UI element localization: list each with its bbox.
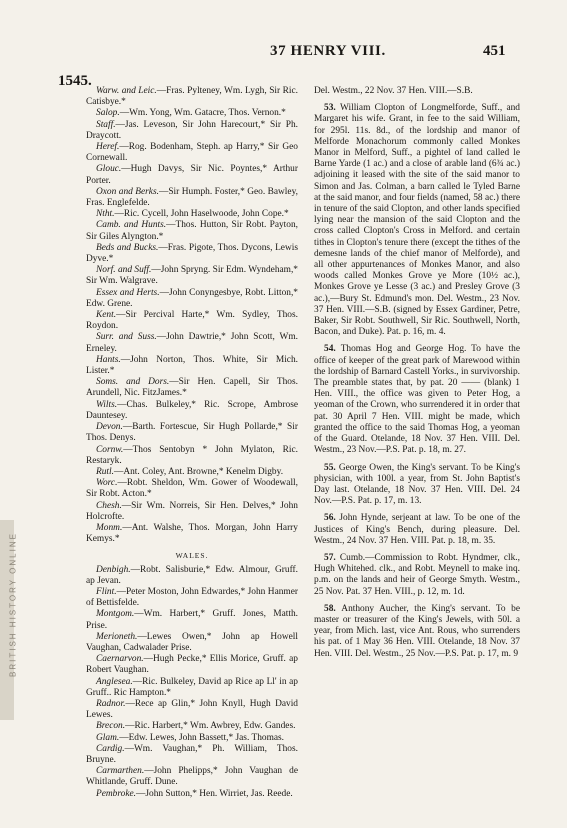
county-entry	[86, 400, 298, 422]
county-entry	[86, 677, 298, 699]
sheriff-names: —John Conyngesbye, Robt. Litton,* Edw. Grene.	[86, 287, 298, 309]
county-name: Glouc.	[96, 164, 122, 175]
county-name: Montgom.	[96, 609, 135, 620]
entry-number: 56.	[324, 513, 340, 524]
page-number: 451	[483, 43, 506, 59]
county-entry	[86, 422, 298, 444]
entry-number: 55.	[324, 462, 339, 473]
sheriff-names: —John Sutton,* Hen. Wirriet, Jas. Reede.	[136, 788, 293, 799]
sheriff-names: —Thos. Hutton, Sir Robt. Payton, Sir Giles Alyngton.*	[86, 220, 298, 242]
county-name: Chesh.	[96, 500, 122, 511]
county-name: Staff.	[96, 119, 116, 130]
entry-text: Thomas Hog and George Hog. To have the office of keeper of the great park of Marewood within the lordship of Barnard Castell Yorks., in survivorship. The preamble states that, by pat. 20 —— (blank) 1 Hen. VIII., the office was given to Peter Hog, a yeoman of the Crown, who surrendered it in order that pat. 30 April 7 Hen. VIII. might be made, which granted the office to the said Thomas Hog, a yeoman of the Guard. Otelande, 18 Nov. 37 Hen. VIII. Del. Westm., 23 Nov.—P.S. Pat. p. 18, m. 27.	[314, 344, 520, 456]
county-name: Ntht.	[96, 209, 115, 220]
county-name: Wilts.	[96, 399, 118, 410]
county-entry	[86, 355, 298, 377]
county-entry	[86, 609, 298, 631]
running-head	[0, 43, 567, 65]
sheriff-names: —Ric. Harbert,* Wm. Awbrey, Edw. Gandes.	[125, 721, 296, 732]
entry-text: William Clopton of Longmelforde, Suff., and Margaret his wife. Grant, in fee to the said William, for 295l. 11s. 8d., of the lordship and manor of Melforde Monachorum commonly called Monkes Manor in Melford, Suff., a pightel of land called le Barne Yarde (1 ac.) and a close of arable land (6¾ ac.) adjoining it leased with the site of the said manor to Simon and Jas. Colman, a barn called le Tyled Barne at the said manor, and four fields (named, 58 ac.) there in tenure of the said Clopton, and other lands specified lying near the mansion of the said Clopton and the cross called Clopton's Cross in Melford. and certain tithes in Clopton's tenure there (except the tithes of the demesne lands of the chief manor of Melforde), and all other appurtenances of Monkes Manor, and also woods called Monkes Grove ye More (10½ ac.), Monkes Grove ye Lesse (3 ac.) and Presley Grove (3 ac.),—Bury St. Edmund's mon. Del. Westm., 23 Nov. 37 Hen. VIII.—S.B. (signed by Essex Gardiner, Petre, Baker, Sir Robt. Southwell, Sir Ric. Southwell, North, Bacon, and Duke). Pat. p. 16, m. 4.	[314, 103, 520, 338]
county-name: Caernarvon.	[96, 654, 144, 665]
county-name: Flint.	[96, 586, 117, 597]
county-entry	[86, 733, 298, 744]
sheriff-names: —Sir Humph. Foster,* Geo. Bawley, Fras. Englefelde.	[86, 186, 298, 209]
sheriff-names: —John Spryng. Sir Edm. Wyndeham,* Sir Wm. Walgrave.	[86, 265, 298, 287]
county-entry	[86, 164, 298, 186]
county-name: Beds and Bucks.	[96, 242, 159, 253]
county-entry	[86, 108, 298, 119]
county-entry	[86, 265, 298, 287]
county-entry	[86, 377, 298, 399]
county-name: Merioneth.	[96, 631, 138, 642]
county-name: Carmarthen.	[96, 766, 145, 777]
county-entry	[86, 699, 298, 721]
county-name: Glam.	[96, 732, 120, 743]
entry-number: 54.	[324, 344, 341, 355]
county-entry	[86, 142, 298, 164]
county-entry	[86, 187, 298, 209]
county-name: Heref.	[96, 142, 120, 153]
county-entry	[86, 587, 298, 609]
sheriff-names: —Wm. Harbert,* Gruff. Jones, Matth. Prise.	[86, 609, 298, 631]
calendar-entry	[314, 344, 520, 456]
county-name: Hants.	[96, 354, 121, 365]
county-name: Kent.	[96, 310, 117, 321]
sheriff-names: —Ric. Bulkeley, David ap Rice ap Ll' in ap Gruff.. Ric Hampton.*	[86, 676, 298, 698]
sheriff-names: —John Dawtrie,* John Scott, Wm. Erneley.	[86, 332, 298, 354]
entry-number: 58.	[324, 603, 342, 614]
county-name: Camb. and Hunts.	[96, 220, 167, 231]
sheriff-names: —Peter Moston, John Edwardes,* John Hanmer of Bettisfelde.	[86, 586, 298, 609]
county-name: Radnor.	[96, 698, 126, 709]
spine-watermark: BRITISH HISTORY ONLINE	[8, 532, 18, 677]
county-entry	[86, 445, 298, 467]
county-name: Norf. and Suff.	[96, 265, 152, 276]
county-entry	[86, 120, 298, 142]
county-entry	[86, 721, 298, 732]
county-entry	[86, 310, 298, 332]
sheriff-names: —Lewes Owen,* John ap Howell Vaughan, Cadwalader Prise.	[86, 631, 298, 653]
sheriff-names: —Robt. Salisburie,* Edw. Almour, Gruff. ap Jevan.	[86, 564, 298, 586]
sheriff-names: —Chas. Bulkeley,* Ric. Scrope, Ambrose Dauntesey.	[86, 399, 298, 421]
county-entry	[86, 789, 298, 800]
county-name: Cornw.	[96, 444, 124, 455]
sheriff-names: —Hugh Pecke,* Ellis Morice, Gruff. ap Robert Vaughan.	[86, 654, 298, 676]
continuation-line: Del. Westm., 22 Nov. 37 Hen. VIII.—S.B.	[314, 86, 473, 96]
calendar-entry	[314, 553, 520, 598]
sheriff-names: —Sir Wm. Norreis, Sir Hen. Delves,* John Holcrofte.	[86, 500, 298, 522]
sheriff-names: —John Norton, Thos. White, Sir Mich. Lister.*	[86, 354, 298, 377]
entry-text: George Owen, the King's servant. To be King's physician, with 100l. a year, from St. John Baptist's Day last. Otelande, 18 Nov. 37 Hen. VIII. Del. 24 Nov.—P.S. Pat. p. 17, m. 13.	[314, 462, 521, 507]
sheriff-names: —John Phelipps,* John Vaughan de Whitlande, Gruff. Dune.	[86, 766, 298, 788]
right-column	[314, 86, 520, 660]
county-name: Surr. and Suss.	[96, 332, 157, 343]
section-heading-wales: WALES.	[175, 551, 209, 561]
sheriff-list	[86, 86, 298, 545]
sheriff-names: —Robt. Sheldon, Wm. Gower of Woodewall, Sir Robt. Acton.*	[86, 478, 298, 500]
county-name: Worc.	[96, 478, 118, 489]
county-entry	[86, 632, 298, 654]
sheriff-names: —Fras. Pigote, Thos. Dycons, Lewis Dyve.*	[86, 242, 298, 265]
county-name: Oxon and Berks.	[96, 186, 159, 197]
sheriff-names: —Sir Hen. Capell, Sir Thos. Arundell, Nic. FitzJames.*	[86, 377, 298, 399]
entry-number: 53.	[324, 103, 341, 114]
county-name: Devon.	[96, 422, 123, 433]
entry-text: Anthony Aucher, the King's servant. To be master or treasurer of the King's Jewels, with 50l. a year, from Mich. last, vice Ant. Rous, who surrenders his pat. of 1 May 36 Hen. VIII. Otelande, 18 Nov. 37 Hen. VIII. Del. Westm., 25 Nov.—P.S. Pat. p. 17, m. 9	[314, 603, 520, 659]
left-column	[86, 86, 298, 800]
county-name: Cardig.	[96, 743, 125, 754]
county-entry	[86, 288, 298, 310]
calendar-entry	[314, 604, 520, 660]
calendar-entries	[314, 103, 520, 660]
county-entry	[86, 220, 298, 242]
calendar-entry	[314, 103, 520, 338]
calendar-entry	[314, 463, 520, 508]
sheriff-names: —Ric. Cycell, John Haselwoode, John Cope.*	[114, 209, 289, 220]
calendar-entry	[314, 513, 520, 547]
county-name: Brecon.	[96, 721, 126, 732]
sheriff-names: —Barth. Fortescue, Sir Hugh Pollarde,* Sir Thos. Denys.	[86, 422, 298, 444]
page-title: 37 HENRY VIII.	[270, 43, 386, 59]
sheriff-names: —Hugh Davys, Sir Nic. Poyntes,* Arthur Porter.	[86, 164, 298, 186]
year-marker: 1545.	[58, 73, 92, 89]
county-entry	[86, 467, 298, 478]
county-name: Warw. and Leic.	[96, 86, 157, 96]
county-name: Salop.	[96, 108, 120, 119]
sheriff-names: —Jas. Leveson, Sir John Harecourt,* Sir Ph. Draycott.	[86, 119, 298, 141]
county-name: Denbigh.	[96, 564, 131, 575]
entry-number: 57.	[324, 552, 340, 563]
sheriff-names: —Thos Sentobyn * John Mylaton, Ric. Restaryk.	[86, 444, 298, 466]
county-entry	[86, 744, 298, 766]
entry-text: John Hynde, serjeant at law. To be one of the Justices of King's Bench, during pleasure. Del. Westm., 24 Nov. 37 Hen. VIII. Pat. p. 18, m. 35.	[314, 513, 520, 546]
sheriff-names: —Rog. Bodenham, Steph. ap Harry,* Sir Geo Cornewall.	[86, 142, 298, 164]
county-entry	[86, 565, 298, 587]
county-entry	[86, 243, 298, 265]
county-entry	[86, 654, 298, 676]
county-entry	[86, 766, 298, 788]
sheriff-names: —Edw. Lewes, John Bassett,* Jas. Thomas.	[119, 732, 285, 743]
sheriff-names: —Wm. Vaughan,* Ph. William, Thos. Bruyne.	[86, 743, 298, 765]
sheriff-names: —Rece ap Glin,* John Knyll, Hugh David Lewes.	[86, 698, 298, 721]
county-entry	[86, 501, 298, 523]
county-name: Soms. and Dors.	[96, 377, 170, 388]
county-name: Essex and Herts.	[96, 287, 160, 298]
county-name: Rutl.	[96, 466, 114, 477]
entry-text: Cumb.—Commission to Robt. Hyndmer, clk., Hugh Whitehed. clk., and Robt. Meynell to make inq. p.m. on the lands and heir of George Smyth. Westm., 25 Nov. Pat. 37 Hen. VIII., p. 12, m. 1d.	[314, 552, 520, 597]
wales-sheriff-list	[86, 565, 298, 800]
sheriff-names: —Ant. Coley, Ant. Browne,* Kenelm Digby.	[113, 466, 284, 477]
sheriff-names: —Wm. Yong, Wm. Gatacre, Thos. Vernon.*	[119, 108, 286, 119]
county-name: Anglesea.	[96, 676, 133, 687]
county-entry	[86, 478, 298, 500]
county-name: Monm.	[96, 522, 123, 533]
sheriff-names: —Ant. Walshe, Thos. Morgan, John Harry Kemys.*	[86, 522, 298, 545]
county-entry	[86, 209, 298, 220]
county-entry	[86, 523, 298, 545]
county-name: Pembroke.	[96, 788, 136, 799]
county-entry	[86, 86, 298, 108]
county-entry	[86, 332, 298, 354]
sheriff-names: —Sir Percival Harte,* Wm. Sydley, Thos. Roydon.	[86, 310, 298, 332]
sheriff-names: —Fras. Pylteney, Wm. Lygh, Sir Ric. Catisbye.*	[86, 86, 299, 108]
